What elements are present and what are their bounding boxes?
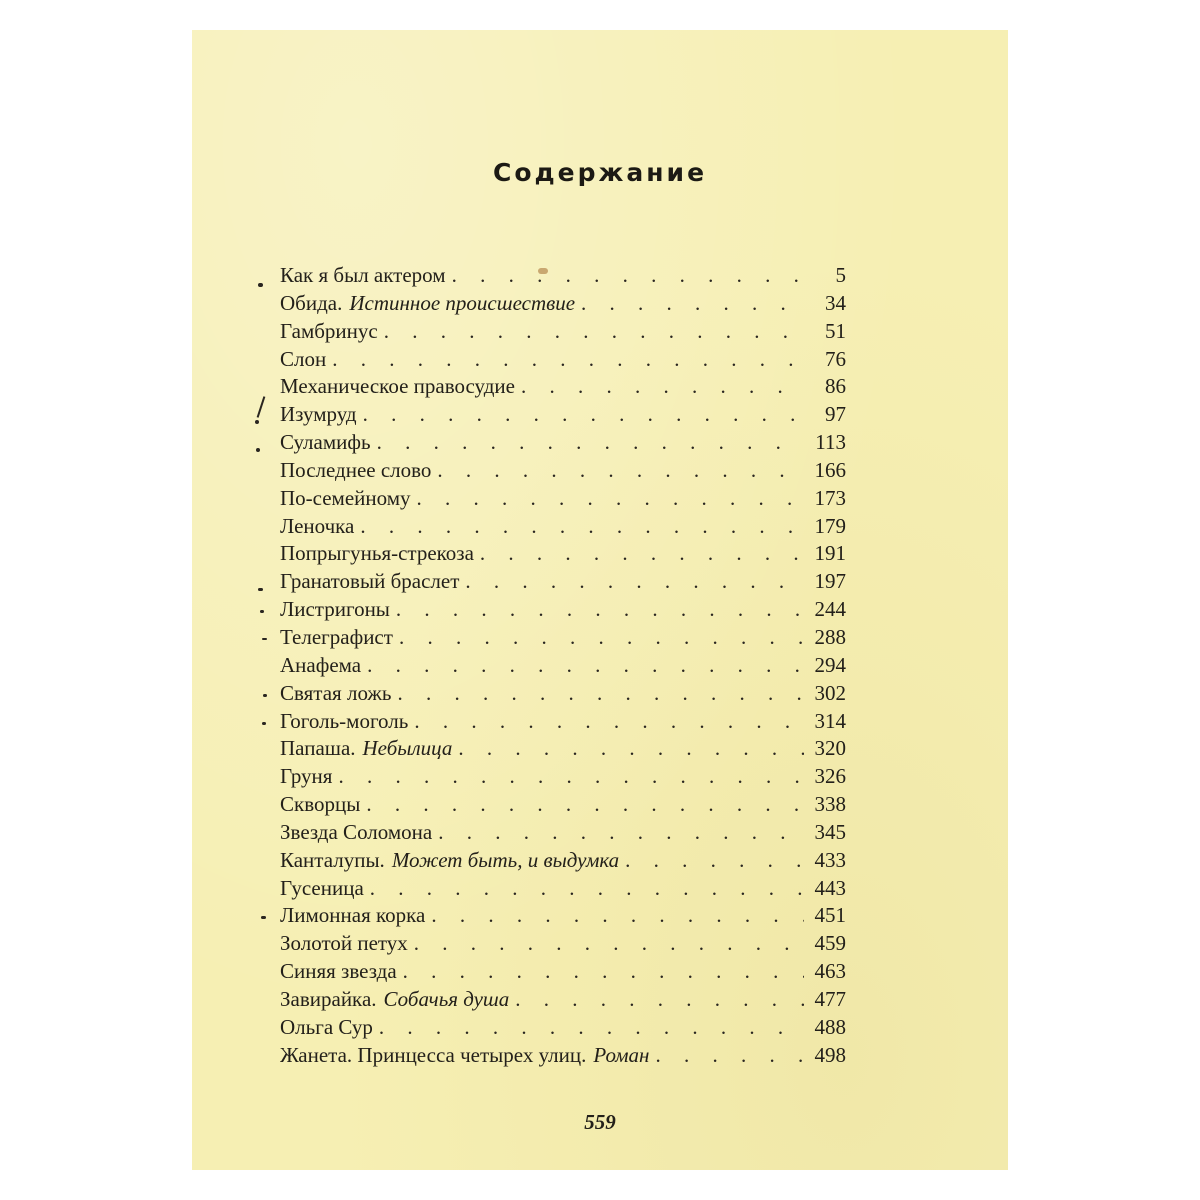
toc-entry	[280, 597, 846, 625]
toc-entry-title: Канталупы.	[280, 847, 385, 872]
dot-leader	[367, 653, 804, 678]
margin-pencil-mark	[262, 638, 267, 640]
margin-pencil-mark	[256, 448, 260, 452]
toc-entry	[280, 848, 846, 876]
toc-entry-page: 76	[825, 346, 846, 371]
toc-entry-page: 338	[814, 792, 846, 817]
toc-entry	[280, 541, 846, 569]
toc-entry-page: 320	[814, 736, 846, 761]
toc-entry-title: Леночка	[280, 513, 355, 538]
toc-entry-page: 5	[835, 263, 846, 287]
toc-entry-subtitle: Истинное происшествие	[349, 290, 576, 315]
toc-entry-title: Гусеница	[280, 875, 364, 900]
toc-entry-page: 326	[814, 764, 846, 789]
dot-leader	[480, 541, 804, 566]
toc-entry	[280, 486, 846, 514]
toc-entry-title: Механическое правосудие	[280, 374, 515, 399]
dot-leader	[581, 291, 804, 316]
toc-entry-page: 113	[815, 430, 846, 455]
toc-entry-title: Обида.	[280, 290, 343, 315]
toc-entry	[280, 402, 846, 430]
toc-entry-page: 433	[814, 847, 846, 872]
toc-entry-title: Жанета. Принцесса четырех улиц.	[280, 1042, 587, 1067]
toc-entry-page: 51	[825, 318, 846, 343]
margin-pencil-mark	[255, 420, 259, 424]
toc-entry-title: Гамбринус	[280, 318, 378, 343]
toc-entry-page: 314	[814, 708, 846, 733]
toc-entry-page: 443	[814, 875, 846, 900]
toc-entry-title: Гранатовый браслет	[280, 569, 460, 594]
toc-entry-title: Листригоны	[280, 597, 390, 622]
toc-entry	[280, 625, 846, 653]
toc-entry	[280, 458, 846, 486]
toc-entry-title: Папаша.	[280, 736, 356, 761]
toc-entry	[280, 569, 846, 597]
toc-entry-title: Телеграфист	[280, 624, 393, 649]
table-of-contents	[280, 263, 846, 1070]
toc-entry	[280, 931, 846, 959]
toc-entry	[280, 681, 846, 709]
dot-leader	[437, 458, 804, 483]
toc-entry	[280, 319, 846, 347]
dot-leader	[515, 987, 804, 1012]
toc-entry-page: 451	[814, 903, 846, 928]
dot-leader	[458, 736, 804, 761]
margin-pencil-mark	[262, 722, 266, 725]
toc-entry-subtitle: Может быть, и выдумка	[391, 847, 620, 872]
toc-entry-page: 498	[814, 1042, 846, 1067]
toc-entry	[280, 820, 846, 848]
dot-leader	[655, 1043, 804, 1068]
dot-leader	[377, 430, 804, 455]
toc-entry-page: 97	[825, 402, 846, 427]
dot-leader	[452, 263, 804, 288]
toc-entry-title: Попрыгунья-стрекоза	[280, 541, 474, 566]
dot-leader	[366, 792, 804, 817]
dot-leader	[360, 514, 804, 539]
dot-leader	[414, 709, 804, 734]
toc-entry-page: 345	[814, 819, 846, 844]
dot-leader	[370, 876, 804, 901]
toc-entry-title: Золотой петух	[280, 931, 408, 956]
dot-leader	[521, 374, 804, 399]
toc-entry-title: Святая ложь	[280, 680, 392, 705]
toc-entry	[280, 903, 846, 931]
toc-entry-title: По-семейному	[280, 485, 411, 510]
margin-pencil-mark	[258, 283, 263, 287]
dot-leader	[438, 820, 804, 845]
toc-entry	[280, 959, 846, 987]
toc-entry	[280, 1015, 846, 1043]
dot-leader	[338, 764, 804, 789]
dot-leader	[417, 486, 804, 511]
toc-entry	[280, 876, 846, 904]
toc-entry	[280, 987, 846, 1015]
margin-pencil-mark	[257, 396, 266, 418]
toc-entry-title: Скворцы	[280, 792, 361, 817]
toc-entry-title: Суламифь	[280, 430, 371, 455]
toc-entry-title: Завирайка.	[280, 986, 377, 1011]
toc-entry-title: Слон	[280, 346, 327, 371]
toc-entry	[280, 1043, 846, 1071]
toc-entry-title: Звезда Соломона	[280, 819, 433, 844]
toc-entry-title: Синяя звезда	[280, 959, 397, 984]
toc-entry-title: Изумруд	[280, 402, 357, 427]
toc-entry-page: 463	[814, 959, 846, 984]
toc-entry	[280, 347, 846, 375]
toc-entry	[280, 291, 846, 319]
toc-entry	[280, 514, 846, 542]
dot-leader	[431, 903, 804, 928]
ink-stain	[538, 268, 548, 274]
margin-pencil-mark	[261, 916, 266, 919]
dot-leader	[625, 848, 804, 873]
margin-pencil-mark	[263, 694, 267, 697]
dot-leader	[403, 959, 804, 984]
toc-entry	[280, 764, 846, 792]
toc-entry-page: 166	[814, 457, 846, 482]
toc-entry-title: Как я был актером	[280, 263, 446, 287]
dot-leader	[414, 931, 804, 956]
dot-leader	[396, 597, 804, 622]
toc-entry-page: 86	[825, 374, 846, 399]
toc-entry-page: 34	[825, 290, 846, 315]
dot-leader	[399, 625, 804, 650]
toc-entry-page: 288	[814, 624, 846, 649]
toc-entry	[280, 709, 846, 737]
margin-pencil-mark	[258, 588, 263, 591]
dot-leader	[363, 402, 804, 427]
dot-leader	[384, 319, 804, 344]
toc-entry-page: 488	[814, 1014, 846, 1039]
dot-leader	[379, 1015, 804, 1040]
toc-entry-title: Груня	[280, 764, 333, 789]
toc-entry-subtitle: Небылица	[362, 736, 453, 761]
book-page	[192, 30, 1008, 1170]
toc-entry	[280, 792, 846, 820]
toc-entry-title: Последнее слово	[280, 457, 432, 482]
toc-entry-subtitle: Собачья душа	[383, 986, 510, 1011]
toc-entry-page: 197	[814, 569, 846, 594]
toc-entry-title: Лимонная корка	[280, 903, 426, 928]
toc-entry-title: Анафема	[280, 652, 362, 677]
dot-leader	[332, 347, 804, 372]
toc-entry-page: 294	[814, 652, 846, 677]
toc-entry-page: 173	[814, 485, 846, 510]
toc-entry-subtitle: Роман	[593, 1042, 650, 1067]
margin-pencil-mark	[260, 610, 264, 613]
toc-entry	[280, 263, 846, 291]
toc-entry	[280, 430, 846, 458]
toc-entry	[280, 374, 846, 402]
toc-entry-title: Ольга Сур	[280, 1014, 373, 1039]
toc-entry	[280, 736, 846, 764]
toc-entry-page: 191	[814, 541, 846, 566]
page-title: Содержание	[492, 158, 708, 187]
toc-entry-page: 477	[814, 986, 846, 1011]
dot-leader	[465, 569, 804, 594]
dot-leader	[398, 681, 804, 706]
toc-entry-page: 459	[814, 931, 846, 956]
page-number: 559	[584, 1110, 616, 1134]
toc-entry	[280, 653, 846, 681]
toc-entry-page: 244	[814, 597, 846, 622]
toc-entry-title: Гоголь-моголь	[280, 708, 409, 733]
toc-entry-page: 179	[814, 513, 846, 538]
toc-entry-page: 302	[814, 680, 846, 705]
